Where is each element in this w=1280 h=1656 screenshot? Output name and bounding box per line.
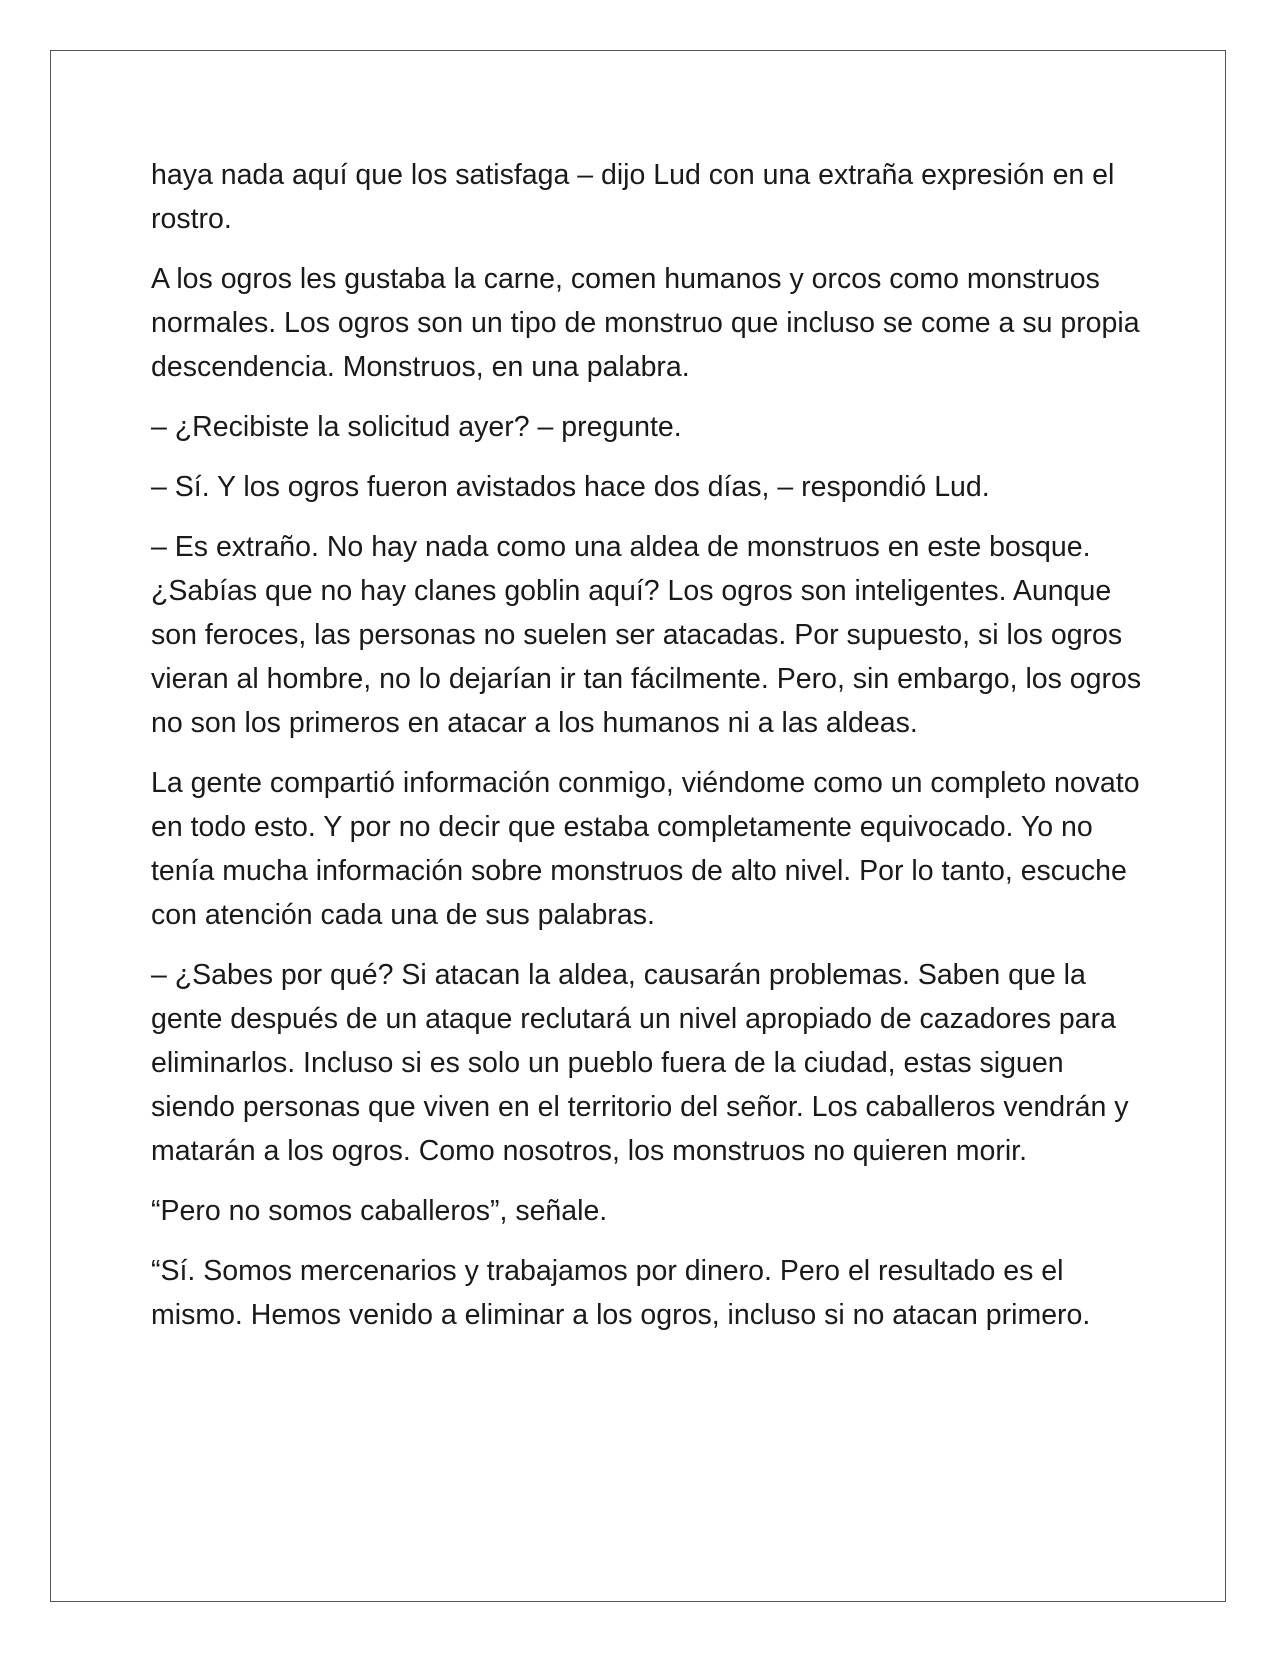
paragraph: A los ogros les gustaba la carne, comen humanos y orcos como monstruos normales. Los ogros son un tipo de monstruo que incluso se come a su propia descendencia. Monstruos, en una palabra. <box>151 263 1140 383</box>
page-frame <box>50 50 1226 1602</box>
paragraph: “Pero no somos caballeros”, señale. <box>151 1195 608 1227</box>
document-body <box>151 153 1151 1353</box>
paragraph: – ¿Recibiste la solicitud ayer? – pregunte. <box>151 411 682 443</box>
paragraph: – Sí. Y los ogros fueron avistados hace dos días, – respondió Lud. <box>151 471 990 503</box>
paragraph: – Es extraño. No hay nada como una aldea de monstruos en este bosque. ¿Sabías que no hay clanes goblin aquí? Los ogros son inteligentes. Aunque son feroces, las personas no suelen ser atacadas. Por supuesto, si los ogros vieran al hombre, no lo dejarían ir tan fácilmente. Pero, sin embargo, los ogros no son los primeros en atacar a los humanos ni a las aldeas. <box>151 531 1142 739</box>
paragraph: “Sí. Somos mercenarios y trabajamos por dinero. Pero el resultado es el mismo. Hemos venido a eliminar a los ogros, incluso si no atacan primero. <box>151 1255 1091 1331</box>
paragraph: La gente compartió información conmigo, viéndome como un completo novato en todo esto. Y por no decir que estaba completamente equivocado. Yo no tenía mucha información sobre monstruos de alto nivel. Por lo tanto, escuche con atención cada una de sus palabras. <box>151 767 1140 931</box>
paragraph: – ¿Sabes por qué? Si atacan la aldea, causarán problemas. Saben que la gente después de un ataque reclutará un nivel apropiado de cazadores para eliminarlos. Incluso si es solo un pueblo fuera de la ciudad, estas siguen siendo personas que viven en el territorio del señor. Los caballeros vendrán y matarán a los ogros. Como nosotros, los monstruos no quieren morir. <box>151 959 1129 1167</box>
paragraph: haya nada aquí que los satisfaga – dijo Lud con una extraña expresión en el rostro. <box>151 159 1115 235</box>
